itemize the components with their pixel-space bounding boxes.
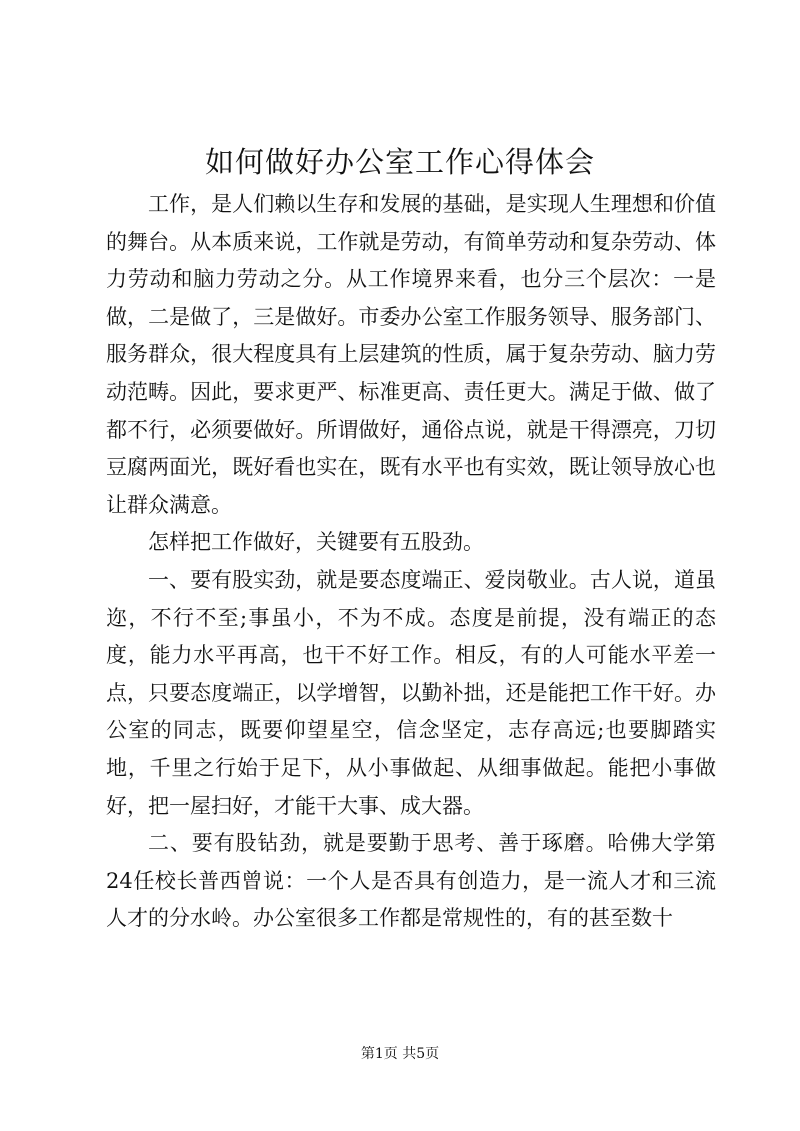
paragraph-question: 怎样把工作做好，关键要有五股劲。 xyxy=(148,530,484,555)
paragraph-point-one: 一、要有股实劲，就是要态度端正、爱岗敬业。古人说，道虽迩，不行不至;事虽小，不为不成。态度是前提，没有端正的态度，能力水平再高，也干不好工作。相反，有的人可能水平差一点，只要态度端正，以学增智，以勤补拙，还是能把工作干好。办公室的同志，既要仰望星空，信念坚定，志存高远;也要脚踏实地，千里之行始于足下，从小事做起、从细事做起。能把小事做好，把一屋扫好，才能干大事、成大器。 xyxy=(106,567,716,818)
document-body xyxy=(106,186,716,938)
page-number-footer: 第1页 共5页 xyxy=(360,1046,440,1062)
paragraph-point-two: 二、要有股钻劲，就是要勤于思考、善于琢磨。哈佛大学第24任校长普西曾说：一个人是否具有创造力，是一流人才和三流人才的分水岭。办公室很多工作都是常规性的，有的甚至数十 xyxy=(106,831,716,931)
document-title: 如何做好办公室工作心得体会 xyxy=(204,145,595,179)
paragraph-intro: 工作，是人们赖以生存和发展的基础，是实现人生理想和价值的舞台。从本质来说，工作就是劳动，有简单劳动和复杂劳动、体力劳动和脑力劳动之分。从工作境界来看，也分三个层次：一是做，二是做了，三是做好。市委办公室工作服务领导、服务部门、服务群众，很大程度具有上层建筑的性质，属于复杂劳动、脑力劳动范畴。因此，要求更严、标准更高、责任更大。满足于做、做了都不行，必须要做好。所谓做好，通俗点说，就是干得漂亮，刀切豆腐两面光，既好看也实在，既有水平也有实效，既让领导放心也让群众满意。 xyxy=(106,192,716,517)
